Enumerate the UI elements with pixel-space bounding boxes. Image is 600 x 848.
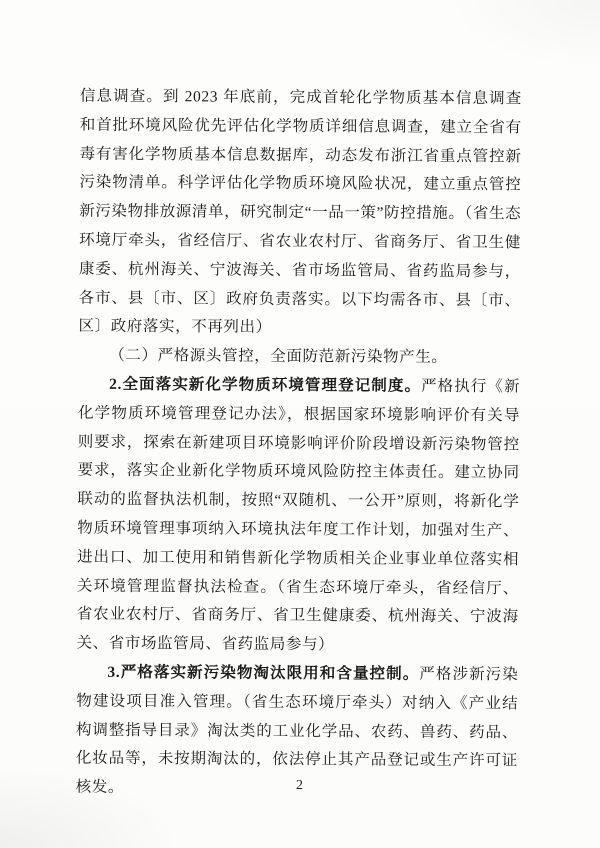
item-3-lead: 3.严格落实新污染物淘汰限用和含量控制。	[107, 663, 420, 683]
document-body	[76, 83, 522, 806]
item-3-body: 严格涉新污染物建设项目准入管理。（省生态环境厅牵头）对纳入《产业结构调整指导目录》淘汰类的工业化学品、农药、兽药、药品、化妆品等，未按期淘汰的，依法停止其产品登记或生产许可证核发。	[75, 665, 519, 797]
section-heading: （二）严格源头管控，全面防范新污染物产生。	[109, 347, 448, 367]
item-2-body: 严格执行《新化学物质环境管理登记办法》，根据国家环境影响评价有关导则要求，探索在新建项目环境影响评价阶段增设新污染物管控要求，落实企业新化学物质环境风险防控主体责任。建立协同联动的监督执法机制，按照“双随机、一公开”原则，将新化学物质环境管理事项纳入环境执法年度工作计划，加强对生产、进出口、加工使用和销售新化学物质相关企业事业单位落实相关环境管理监督执法检查。（省生态环境厅牵头，省经信厅、省农业农村厅、省商务厅、省卫生健康委、杭州海关、宁波海关、省市场监管局、省药监局参与）	[76, 377, 521, 654]
item-2-lead: 2.全面落实新化学物质环境管理登记制度。	[109, 375, 422, 395]
paragraph-item-2	[76, 371, 520, 662]
paragraph-continuation: 信息调查。到 2023 年底前，完成首轮化学物质基本信息调查和首批环境风险优先评估化学物质详细信息调查，建立全省有毒有害化学物质基本信息数据库，动态发布浙江省重点管控新污染物清单。科学评估化学物质环境风险状况，建立重点管控新污染物排放源清单，研究制定“一品一策”防控措施。（省生态环境厅牵头，省经信厅、省农业农村厅、省商务厅、省卫生健康委、杭州海关、宁波海关、省市场监管局、省药监局参与，各市、县〔市、区〕政府负责落实。以下均需各市、县〔市、区〕政府落实，不再列出）	[78, 87, 522, 337]
page-number: 2	[296, 778, 304, 793]
